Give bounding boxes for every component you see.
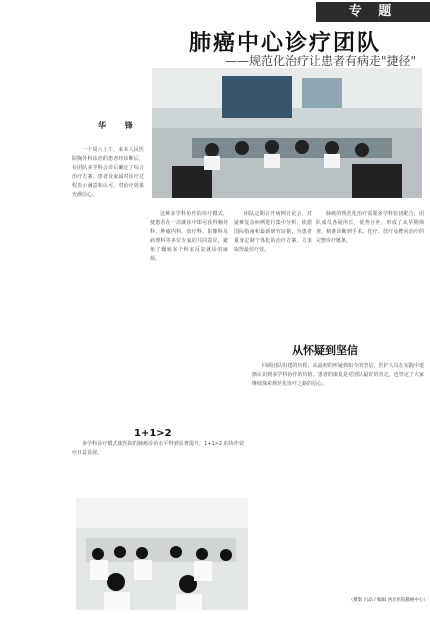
text-column-5 [252, 362, 424, 602]
conference-photo [152, 68, 422, 198]
paragraph: 肺癌的规范化治疗需要多学科密切配合，团队成员各展所长，优势互补，形成了从早期筛查、精准诊断到手术、化疗、放疗及靶向治疗的完整诊疗链条。 [316, 211, 424, 244]
photo-credit: （摄影 吕品 / 编辑 西京医院肺癌中心） [348, 598, 428, 603]
text-column-6 [72, 440, 244, 490]
section-heading-synergy: 1+1>2 [134, 428, 172, 439]
paragraph: 这种多学科协作的诊疗模式，使患者在一次就诊中即可获得胸外科、肿瘤内科、放疗科、影像科及病理科等多位专家的共同意见，避免了辗转多个科室反复就诊的麻烦。 [150, 211, 228, 262]
paragraph: 一个周六上午，来本人民医院胸外科诊治的患者经诊断后，在团队多学科会诊后确定了综合治疗方案，患者及家属对诊疗过程表示满意和认可，对治疗效果充满信心。 [72, 147, 144, 198]
paragraph: 回顾团队组建的历程，从最初的怀疑到如今的坚信，医护人员在实践中逐渐认识到多学科协作的价值。患者的康复是对团队最好的肯定，也坚定了大家继续探索规范化诊疗之路的信心。 [252, 363, 424, 387]
section-tag: 专 题 [316, 2, 430, 22]
article-subtitle: ——规范化治疗让患者有病走"捷径" [224, 54, 416, 68]
section-heading-doubt-to-belief: 从怀疑到坚信 [292, 344, 358, 357]
paragraph: 团队定期召开病例讨论会，对疑难复杂病例进行集中分析，依据国际指南和最新研究证据，为患者量身定制个体化的治疗方案，力求取得最佳疗效。 [234, 211, 312, 253]
article-title: 肺癌中心诊疗团队 [188, 30, 381, 56]
team-meeting-photo [76, 498, 248, 610]
paragraph: 多学科诊疗模式使医院的肺癌诊治水平得到显著提升，1+1>2 的协作效应日益显现。 [72, 441, 244, 456]
author-name: 华 锋 [98, 121, 141, 130]
